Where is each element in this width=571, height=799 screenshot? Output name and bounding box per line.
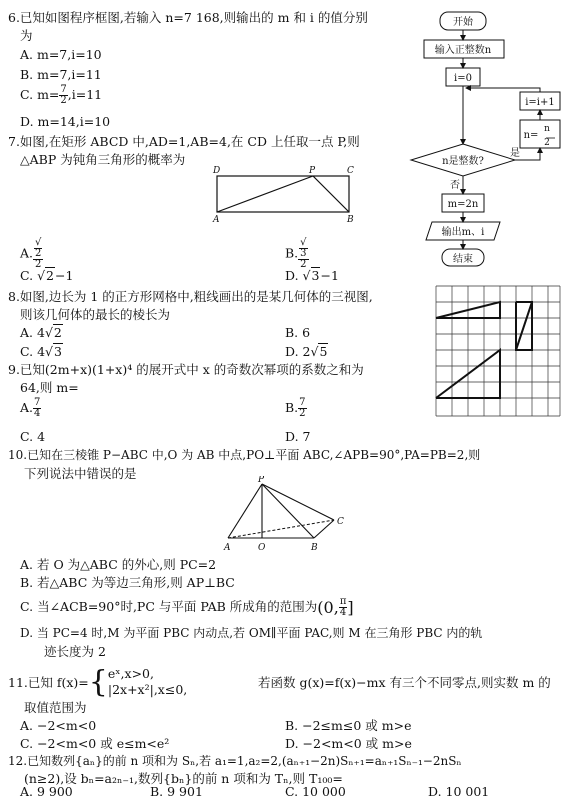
flow-increment-text: i=i+1 [525, 97, 555, 108]
q9-stem-line1: 9.已知(2m+x)(1+x)⁴ 的展开式中 x 的奇数次幂项的系数之和为 [8, 362, 364, 377]
q10-label-p: P [258, 476, 265, 485]
q6-option-c-tail: ,i=11 [67, 87, 103, 102]
q7-option-a: A. √ 2 2 [20, 237, 42, 270]
q11-option-b: B. −2≤m≤0 或 m>e [285, 718, 412, 733]
q8-stem-line2: 则该几何体的最长的棱长为 [20, 307, 171, 322]
q10-stem-line2: 下列说法中错误的是 [24, 466, 137, 481]
flow-start-text: 开始 [453, 17, 473, 28]
flow-init-text: i=0 [454, 73, 472, 84]
flow-assign-text: m=2n [447, 199, 479, 210]
q7-stem-line1: 7.如图,在矩形 ABCD 中,AD=1,AB=4,在 CD 上任取一点 P,则 [8, 134, 360, 149]
q10-option-c: C. 当∠ACB=90°时,PC 与平面 PAB 所成角的范围为(0, $\frac{\pi}{4}$ ] [20, 596, 354, 618]
q11-stem-line1: 11.已知 f(x)={ eˣ,x>0, |2x+x²|,x≤0, [8, 664, 188, 700]
q10-option-d-line1: D. 当 PC=4 时,M 为平面 PBC 内动点,若 OM∥平面 PAC,则 M 在三角形 PBC 内的轨 [20, 626, 483, 640]
q8-option-a: A. 4√2 [20, 325, 62, 340]
q6-option-c-fraction: $\frac{7}{2}$ [60, 84, 67, 106]
q6-option-c-label: C. m= [20, 87, 60, 102]
flow-halve-numerator: n [544, 124, 550, 134]
q10-label-a: A [224, 543, 231, 553]
q8-option-b: B. 6 [285, 325, 311, 340]
flow-halve-denominator: 2 [544, 138, 550, 148]
q8-option-c: C. 4√3 [20, 344, 62, 359]
q8-three-view-grid [432, 282, 564, 420]
q7-stem-line2: △ABP 为钝角三角形的概率为 [20, 152, 186, 167]
q7-option-c: C. √2−1 [20, 268, 74, 283]
q7-label-a: A [213, 215, 220, 225]
q9-option-c: C. 4 [20, 429, 46, 444]
q11-option-c: C. −2<m<0 或 e≤m<e² [20, 736, 170, 751]
q9-option-b: B. $\frac{7}{2}$ [285, 397, 306, 419]
q8-option-d: D. 2√5 [285, 344, 328, 359]
flow-condition-text: n是整数? [442, 156, 484, 167]
flow-input-text: 输入正整数n [434, 45, 492, 56]
q7-label-p: P [309, 166, 316, 176]
q10-option-b: B. 若△ABC 为等边三角形,则 AP⊥BC [20, 575, 235, 590]
q10-stem-line1: 10.已知在三棱锥 P−ABC 中,O 为 AB 中点,PO⊥平面 ABC,∠APB=90°,PA=PB=2,则 [8, 448, 481, 462]
q6-option-d: D. m=14,i=10 [20, 114, 111, 129]
q9-option-a: A. $\frac{7}{4}$ [20, 397, 41, 419]
flow-yes-label: 是 [510, 148, 520, 159]
q7-rectangle-figure [205, 164, 365, 226]
q11-stem-tail: 若函数 g(x)=f(x)−mx 有三个不同零点,则实数 m 的 [258, 675, 551, 690]
q10-option-a: A. 若 O 为△ABC 的外心,则 PC=2 [20, 557, 217, 572]
flow-end-text: 结束 [453, 254, 473, 265]
q7-label-b: B [347, 215, 354, 225]
q11-case1: eˣ,x>0, [107, 666, 154, 681]
q7-label-d: D [213, 166, 221, 176]
q12-option-b: B. 9 901 [150, 784, 203, 799]
q8-stem-line1: 8.如图,边长为 1 的正方形网格中,粗线画出的是某几何体的三视图, [8, 289, 373, 304]
q9-option-d: D. 7 [285, 429, 311, 444]
flow-output-text: 输出m、i [441, 227, 485, 238]
q7-option-d: D. √3−1 [285, 268, 339, 283]
q6-option-b: B. m=7,i=11 [20, 67, 102, 82]
q10-label-c: C [337, 517, 344, 527]
q6-stem-line2: 为 [20, 28, 33, 43]
q11-option-a: A. −2<m<0 [20, 718, 97, 733]
q6-option-a: A. m=7,i=10 [20, 47, 102, 62]
q6-option-c [20, 85, 102, 106]
q11-case2: |2x+x²|,x≤0, [107, 682, 188, 698]
q10-pyramid-figure [218, 476, 358, 558]
q12-option-a: A. 9 900 [20, 784, 73, 799]
q12-option-d: D. 10 001 [428, 784, 490, 799]
q7-option-b: B. √ 3 2 [285, 237, 307, 270]
q10-label-o: O [258, 543, 266, 553]
q10-label-b: B [311, 543, 318, 553]
q7-label-c: C [347, 166, 354, 176]
flowchart-diagram [408, 6, 568, 268]
q9-stem-line2: 64,则 m= [20, 380, 79, 395]
flow-no-label: 否 [450, 180, 460, 191]
flow-halve-prefix: n= [523, 130, 539, 141]
q12-option-c: C. 10 000 [285, 784, 346, 799]
q11-option-d: D. −2<m<0 或 m>e [285, 736, 412, 751]
q6-stem-line1: 6.已知如图程序框图,若输入 n=7 168,则输出的 m 和 i 的值分别 [8, 10, 368, 25]
q10-option-d-line2: 迹长度为 2 [44, 644, 106, 659]
q11-stem-line2: 取值范围为 [24, 700, 87, 715]
q12-stem-line1: 12.已知数列{aₙ}的前 n 项和为 Sₙ,若 a₁=1,a₂=2,(aₙ₊₁−2n)Sₙ₊₁=aₙ₊₁Sₙ₋₁−2nSₙ [8, 754, 462, 768]
q12-stem-line2: (n≥2),设 bₙ=a₂ₙ₋₁,数列{bₙ}的前 n 项和为 Tₙ,则 T₁₀₀= [24, 771, 343, 786]
